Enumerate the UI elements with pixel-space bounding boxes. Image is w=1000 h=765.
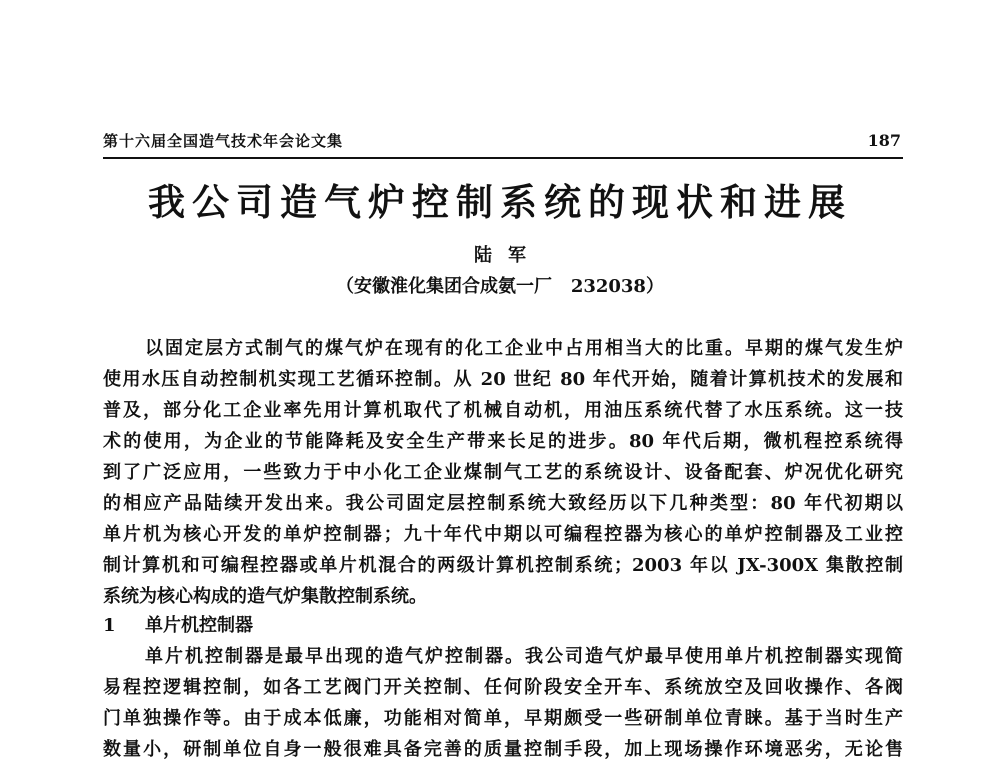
paragraph-1-line: 术的使用，为企业的节能降耗及安全生产带来长足的进步。80 年代后期，微机程控系统得 xyxy=(103,431,903,452)
journal-name: 第十六届全国造气技术年会论文集 xyxy=(103,132,344,150)
author-name: 陆军 xyxy=(474,245,542,266)
section-title: 单片机控制器 xyxy=(145,615,253,636)
paragraph-1-line: 到了广泛应用，一些致力于中小化工企业煤制气工艺的系统设计、设备配套、炉况优化研究 xyxy=(103,462,903,483)
paragraph-1-line: 的相应产品陆续开发出来。我公司固定层控制系统大致经历以下几种类型：80 年代初期以 xyxy=(103,493,903,514)
author-affiliation: （安徽淮化集团合成氨一厂 232038） xyxy=(336,276,664,297)
running-header xyxy=(103,131,903,159)
paper-title: 我公司造气炉控制系统的现状和进展 xyxy=(148,180,852,224)
paragraph-2-line: 单片机控制器是最早出现的造气炉控制器。我公司造气炉最早使用单片机控制器实现简 xyxy=(145,646,903,667)
paragraph-2-line: 门单独操作等。由于成本低廉，功能相对简单，早期颇受一些研制单位青睐。基于当时生产 xyxy=(103,708,903,729)
paragraph-1-line: 普及，部分化工企业率先用计算机取代了机械自动机，用油压系统代替了水压系统。这一技 xyxy=(103,400,903,421)
paragraph-1-line: 使用水压自动控制机实现工艺循环控制。从 20 世纪 80 年代开始，随着计算机技术的发展和 xyxy=(103,369,903,390)
section-number: 1 xyxy=(103,615,116,636)
section-heading xyxy=(103,611,253,641)
paragraph-1-line: 制计算机和可编程控器或单片机混合的两级计算机控制系统；2003 年以 JX-300X 集散控制 xyxy=(103,555,903,576)
page-number: 187 xyxy=(867,131,901,150)
paragraph-1-line: 以固定层方式制气的煤气炉在现有的化工企业中占用相当大的比重。早期的煤气发生炉 xyxy=(145,338,903,359)
paragraph-2-line: 易程控逻辑控制，如各工艺阀门开关控制、任何阶段安全开车、系统放空及回收操作、各阀 xyxy=(103,677,903,698)
paragraph-2-line: 数量小，研制单位自身一般很难具备完善的质量控制手段，加上现场操作环境恶劣，无论售 xyxy=(103,739,903,760)
paragraph-1-line: 系统为核心构成的造气炉集散控制系统。 xyxy=(103,586,427,607)
paragraph-1-line: 单片机为核心开发的单炉控制器；九十年代中期以可编程控器为核心的单炉控制器及工业控 xyxy=(103,524,903,545)
